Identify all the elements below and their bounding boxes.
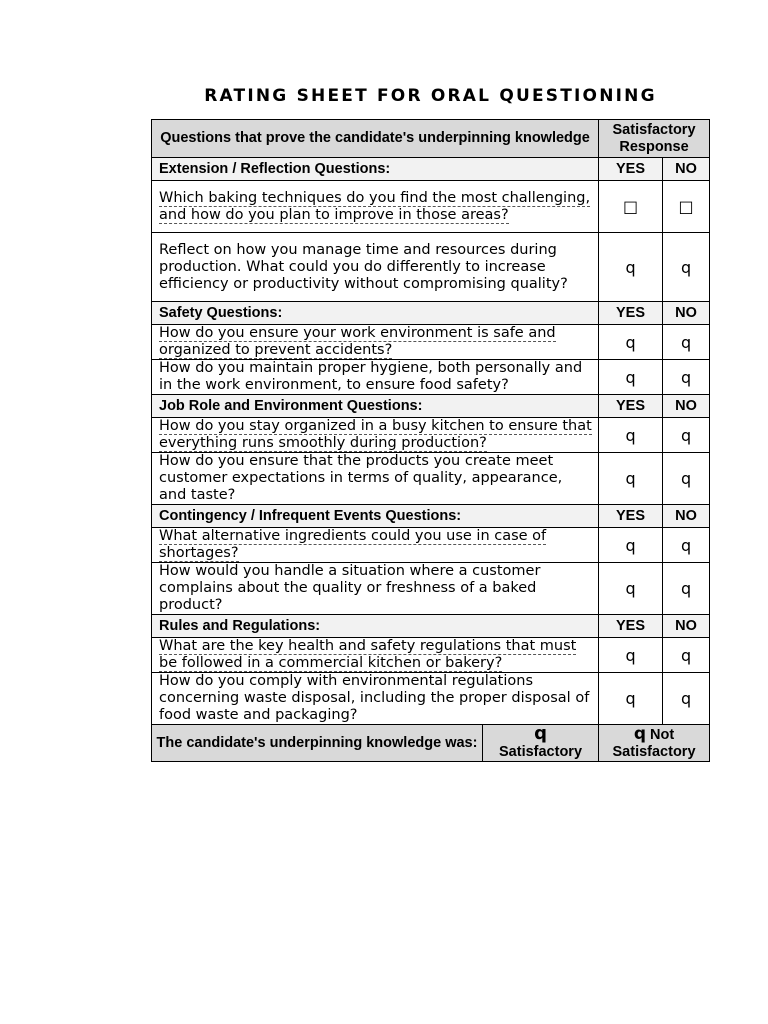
- page-title: RATING SHEET FOR ORAL QUESTIONING: [204, 86, 657, 106]
- result-label: The candidate's underpinning knowledge was:: [152, 725, 483, 762]
- no-checkbox[interactable]: q: [663, 528, 710, 563]
- question-text: How do you ensure that the products you create meet customer expectations in terms of quality, appearance, and taste?: [152, 453, 599, 505]
- questions-column-header: Questions that prove the candidate's underpinning knowledge: [152, 120, 599, 158]
- no-checkbox[interactable]: q: [663, 563, 710, 615]
- question-text: Reflect on how you manage time and resources during production. What could you do differently to increase efficiency or productivity without compromising quality?: [152, 233, 599, 302]
- question-text: Which baking techniques do you find the most challenging, and how do you plan to improve in those areas?: [152, 181, 599, 233]
- no-checkbox[interactable]: q: [663, 418, 710, 453]
- no-checkbox[interactable]: q: [663, 453, 710, 505]
- section-header-row: [152, 302, 710, 325]
- yes-checkbox[interactable]: q: [599, 528, 663, 563]
- yes-checkbox[interactable]: q: [599, 673, 663, 725]
- no-checkbox[interactable]: q: [663, 673, 710, 725]
- yes-checkbox[interactable]: q: [599, 360, 663, 395]
- yes-checkbox[interactable]: q: [599, 325, 663, 360]
- question-row: [152, 563, 710, 615]
- no-checkbox[interactable]: q: [663, 638, 710, 673]
- question-row: [152, 638, 710, 673]
- response-column-header: Satisfactory Response: [599, 120, 710, 158]
- yes-checkbox[interactable]: q: [599, 233, 663, 302]
- question-row: [152, 360, 710, 395]
- no-header: NO: [663, 395, 710, 418]
- question-text: How would you handle a situation where a customer complains about the quality or freshness of a baked product?: [152, 563, 599, 615]
- yes-checkbox[interactable]: q: [599, 453, 663, 505]
- question-text: How do you comply with environmental regulations concerning waste disposal, including the proper disposal of food waste and packaging?: [152, 673, 599, 725]
- question-row: [152, 453, 710, 505]
- not-satisfactory-option[interactable]: [599, 725, 710, 762]
- satisfactory-option[interactable]: [483, 725, 599, 762]
- section-heading: Rules and Regulations:: [152, 615, 599, 638]
- yes-header: YES: [599, 505, 663, 528]
- question-row: [152, 181, 710, 233]
- question-row: [152, 673, 710, 725]
- section-heading: Contingency / Infrequent Events Questions:: [152, 505, 599, 528]
- satisfactory-checkbox-icon[interactable]: q: [534, 724, 547, 744]
- section-heading: Safety Questions:: [152, 302, 599, 325]
- question-text: What are the key health and safety regulations that must be followed in a commercial kitchen or bakery?: [152, 638, 599, 673]
- section-header-row: [152, 505, 710, 528]
- section-header-row: [152, 158, 710, 181]
- no-header: NO: [663, 158, 710, 181]
- question-row: [152, 528, 710, 563]
- satisfactory-label: Satisfactory: [499, 744, 583, 760]
- not-satisfactory-checkbox-icon[interactable]: q: [633, 724, 646, 744]
- section-heading: Job Role and Environment Questions:: [152, 395, 599, 418]
- no-header: NO: [663, 302, 710, 325]
- yes-header: YES: [599, 395, 663, 418]
- question-text: How do you maintain proper hygiene, both personally and in the work environment, to ensure food safety?: [152, 360, 599, 395]
- no-checkbox[interactable]: q: [663, 360, 710, 395]
- yes-header: YES: [599, 615, 663, 638]
- table-header-row: [152, 120, 710, 158]
- result-row: [152, 725, 710, 762]
- yes-checkbox[interactable]: q: [599, 563, 663, 615]
- yes-checkbox[interactable]: q: [599, 638, 663, 673]
- yes-header: YES: [599, 302, 663, 325]
- question-text: What alternative ingredients could you use in case of shortages?: [152, 528, 599, 563]
- question-row: [152, 233, 710, 302]
- question-text: How do you stay organized in a busy kitchen to ensure that everything runs smoothly during production?: [152, 418, 599, 453]
- section-header-row: [152, 615, 710, 638]
- no-checkbox[interactable]: □: [663, 181, 710, 233]
- question-row: [152, 325, 710, 360]
- not-satisfactory-label: Not Satisfactory: [612, 726, 696, 760]
- question-row: [152, 418, 710, 453]
- yes-checkbox[interactable]: q: [599, 418, 663, 453]
- section-heading: Extension / Reflection Questions:: [152, 158, 599, 181]
- no-checkbox[interactable]: q: [663, 233, 710, 302]
- no-header: NO: [663, 615, 710, 638]
- rating-table: [151, 119, 710, 762]
- no-header: NO: [663, 505, 710, 528]
- section-header-row: [152, 395, 710, 418]
- yes-header: YES: [599, 158, 663, 181]
- no-checkbox[interactable]: q: [663, 325, 710, 360]
- question-text: How do you ensure your work environment is safe and organized to prevent accidents?: [152, 325, 599, 360]
- yes-checkbox[interactable]: □: [599, 181, 663, 233]
